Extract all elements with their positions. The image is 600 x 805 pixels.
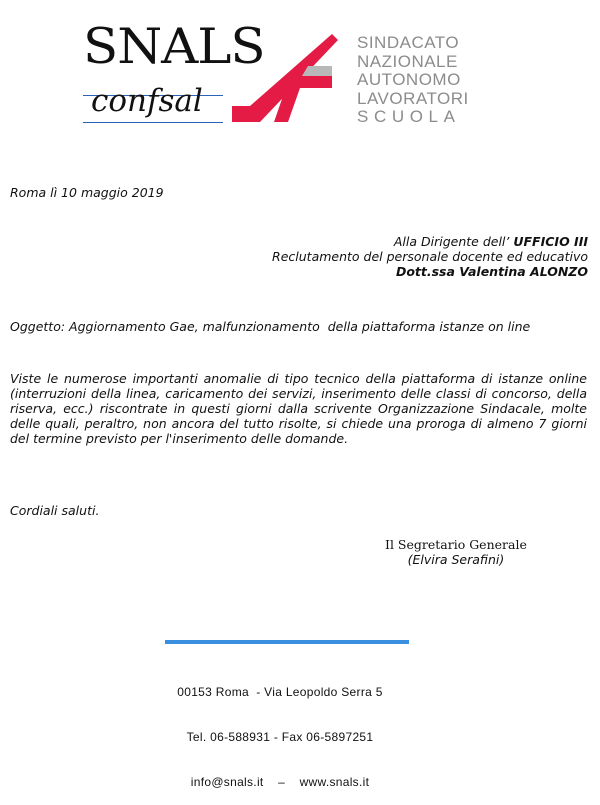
footer-phone: Tel. 06-588931 - Fax 06-5897251	[186, 730, 374, 744]
signature-role: Il Segretario Generale	[385, 537, 527, 552]
recipient-office: UFFICIO III	[513, 234, 588, 249]
recipient-name: Dott.ssa Valentina ALONZO	[395, 264, 588, 279]
confsal-logo-text: confsal	[91, 83, 203, 119]
snals-logo-mark	[228, 32, 340, 124]
recipient-line-1	[28, 234, 588, 249]
signature-name: (Elvira Serafini)	[407, 552, 505, 567]
place-date: Roma lì 10 maggio 2019	[10, 185, 164, 200]
closing-salutation: Cordiali saluti.	[10, 503, 100, 518]
snals-logo-text: SNALS	[83, 18, 265, 75]
union-name-line: NAZIONALE	[357, 51, 458, 71]
union-name-line: SINDACATO	[357, 33, 460, 52]
signature-block	[385, 537, 527, 567]
footer-divider	[165, 640, 409, 644]
footer-address: 00153 Roma - Via Leopoldo Serra 5	[177, 685, 383, 699]
union-full-name	[357, 34, 482, 127]
recipient-line-2: Reclutamento del personale docente ed educativo	[272, 249, 588, 264]
logo-rule-bottom	[83, 122, 223, 123]
recipient-prefix: Alla Dirigente dell’	[393, 234, 514, 249]
union-name-line: SCUOLA	[357, 107, 461, 126]
union-name-line: AUTONOMO	[357, 70, 461, 89]
letter-body: Viste le numerose importanti anomalie di tipo tecnico della piattaforma di istanze online (interruzioni della linea, caricamento dei servizi, inserimento delle classi di concorso, della riserva, ecc.) riscontrate in questi giorni dalla scrivente Organizzazione Sindacale, molte delle quali, peraltro, non ancora del tutto risolte, si chiede una proroga di almeno 7 giorni del termine previsto per l'inserimento delle domande.	[10, 371, 587, 446]
footer-contacts	[160, 655, 400, 805]
subject-line: Oggetto: Aggiornamento Gae, malfunzionamento della piattaforma istanze on line	[10, 319, 531, 334]
recipient-block	[28, 234, 588, 279]
footer-web[interactable]: info@snals.it – www.snals.it	[190, 775, 370, 789]
union-name-line: LAVORATORI	[357, 88, 469, 108]
